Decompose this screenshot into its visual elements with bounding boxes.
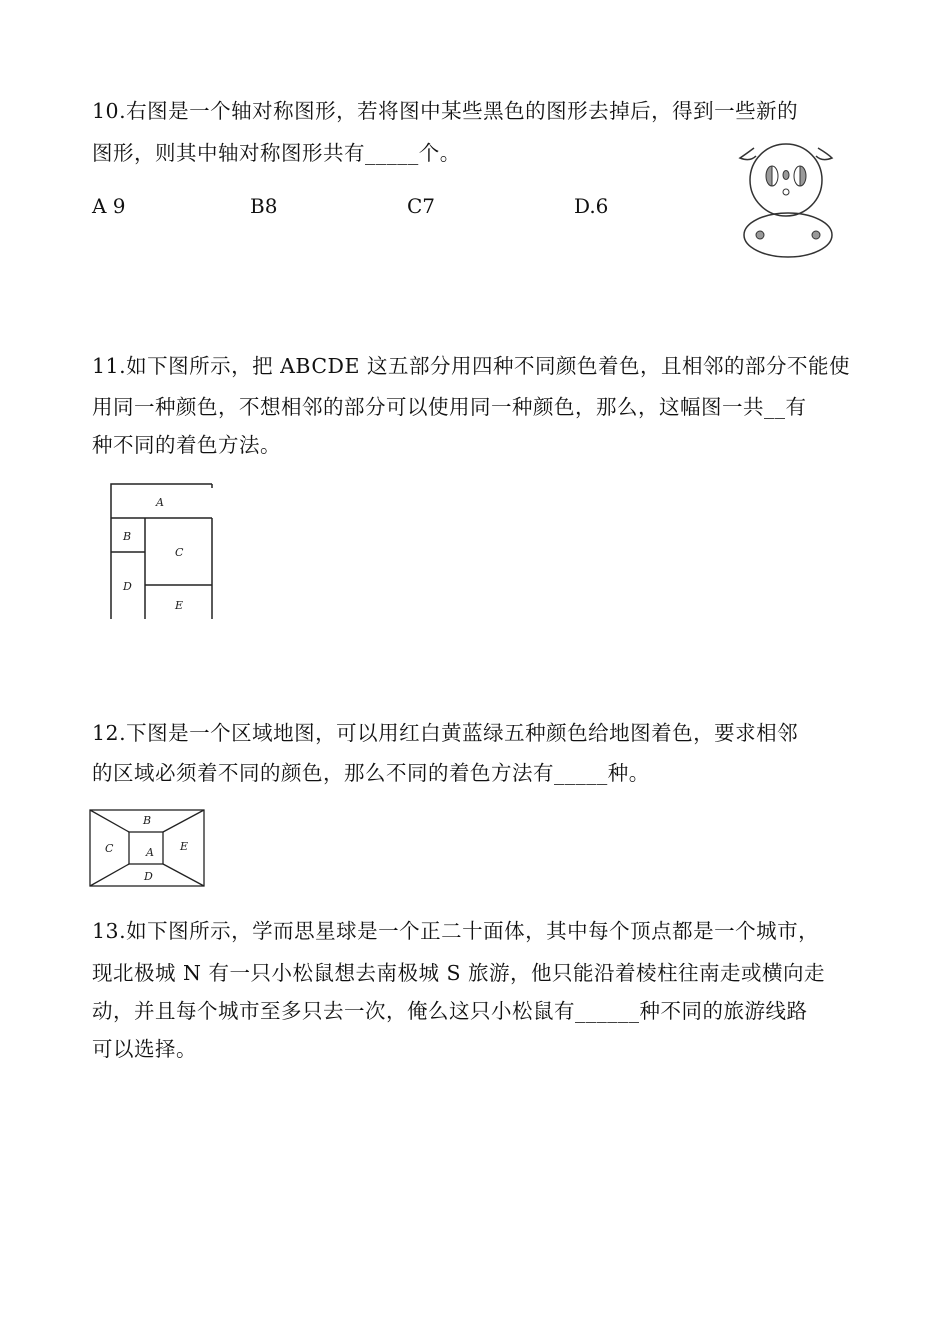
label-b: B [123, 530, 132, 543]
q13-text-line2: 现北极城 N 有一只小松鼠想去南极城 S 旅游，他只能沿着棱柱往南走或横向走 [92, 961, 826, 985]
q13-text-line4: 可以选择。 [92, 1037, 197, 1061]
q10-option-a: A 9 [92, 194, 126, 218]
right-body-dot [812, 231, 820, 239]
q11-text-line1: 11.如下图所示，把 ABCDE 这五部分用四种不同颜色着色，且相邻的部分不能使 [92, 354, 850, 378]
left-ear [740, 148, 756, 160]
q13-text-line1: 13.如下图所示，学而思星球是一个正二十面体，其中每个顶点都是一个城市， [92, 919, 820, 943]
right-ear [816, 148, 832, 160]
map-label-b: B [143, 814, 152, 827]
map-label-c: C [105, 842, 114, 855]
label-c: C [175, 546, 184, 559]
q10-option-c: C7 [407, 194, 436, 218]
map-label-a: A [146, 846, 154, 859]
q10-text-line2: 图形，则其中轴对称图形共有_____个。 [92, 141, 461, 165]
q11-text-line3: 种不同的着色方法。 [92, 433, 281, 457]
region-map-figure [88, 808, 206, 890]
label-a: A [156, 496, 164, 509]
left-body-dot [756, 231, 764, 239]
q10-option-d: D.6 [574, 194, 609, 218]
nose-dot [783, 171, 789, 180]
left-eye-shape [766, 166, 772, 186]
symmetric-face-figure [736, 140, 840, 260]
label-e: E [175, 599, 184, 612]
q12-text-line1: 12.下图是一个区域地图，可以用红白黄蓝绿五种颜色给地图着色，要求相邻 [92, 721, 799, 745]
q12-text-line2: 的区域必须着不同的颜色，那么不同的着色方法有_____种。 [92, 761, 650, 785]
right-eye-shape [800, 166, 806, 186]
q11-text-line2: 用同一种颜色，不想相邻的部分可以使用同一种颜色，那么，这幅图一共__有 [92, 395, 807, 419]
mouth-circle [783, 189, 789, 195]
map-label-d: D [144, 870, 153, 883]
map-label-e: E [180, 840, 189, 853]
q13-text-line3: 动，并且每个城市至多只去一次，俺么这只小松鼠有______种不同的旅游线路 [92, 999, 808, 1023]
label-d: D [123, 580, 132, 593]
q10-option-b: B8 [250, 194, 278, 218]
region-grid-figure [108, 482, 214, 622]
q10-text-line1: 10.右图是一个轴对称图形，若将图中某些黑色的图形去掉后，得到一些新的 [92, 99, 799, 123]
